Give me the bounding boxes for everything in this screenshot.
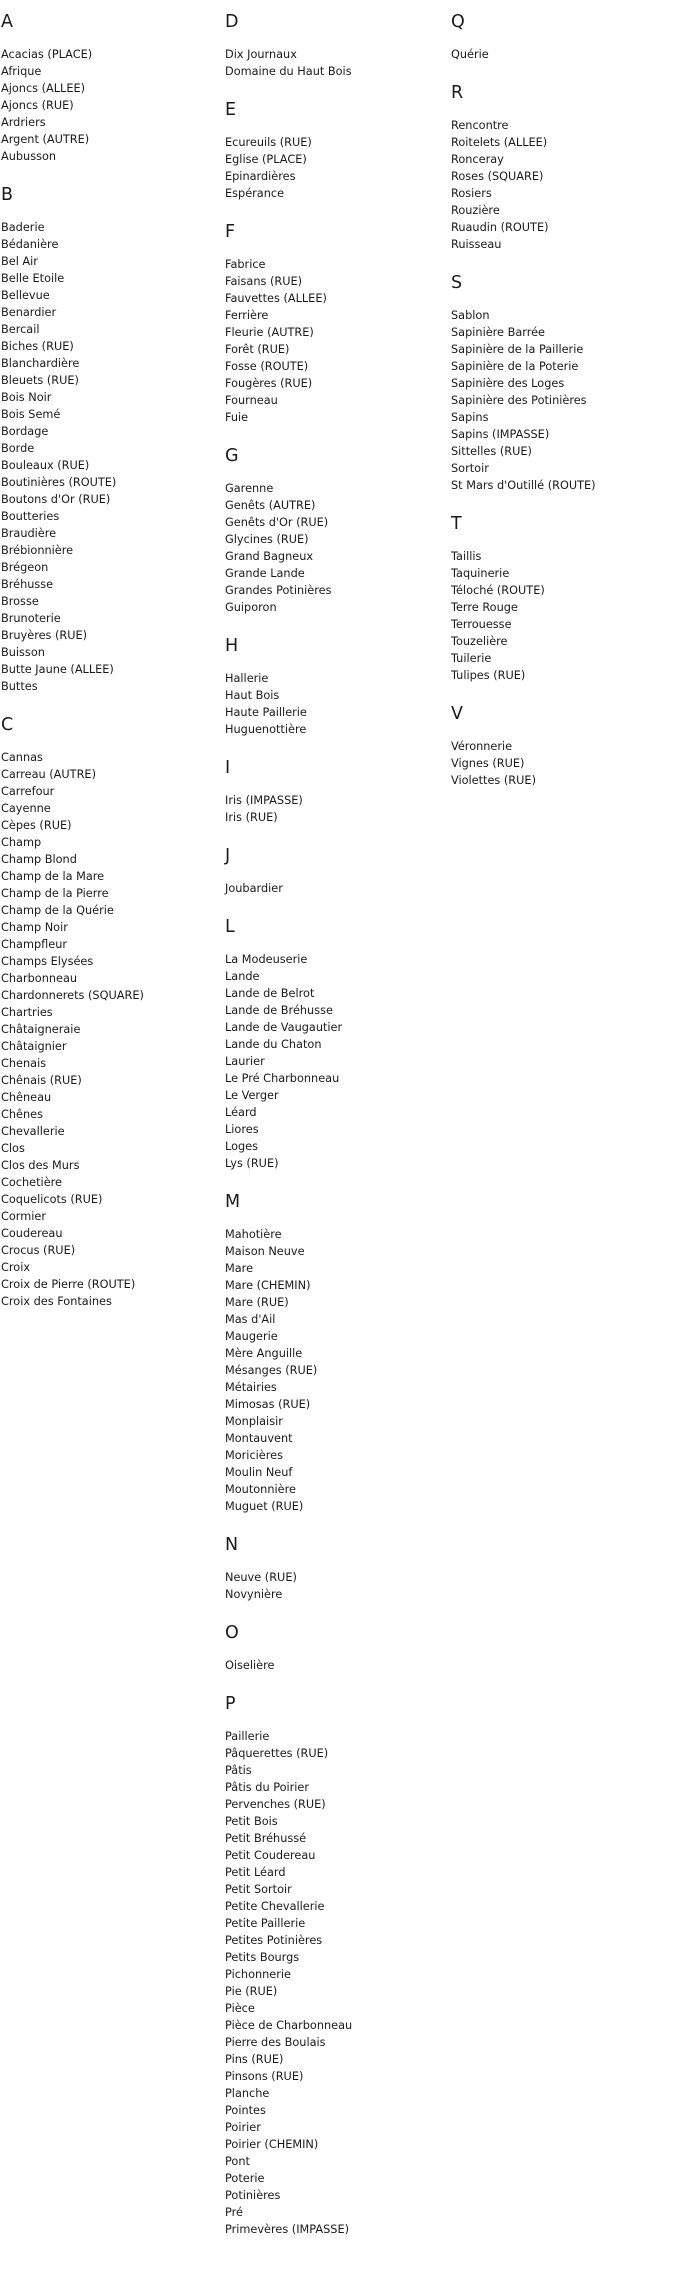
street-name-item: Clos des Murs <box>1 1159 80 1172</box>
street-name-item: Poirier (CHEMIN) <box>225 2138 319 2151</box>
street-name-item: Iris (RUE) <box>225 811 278 824</box>
letter-section <box>1 12 221 165</box>
letter-section <box>451 12 671 63</box>
street-name-item: Sapins <box>451 411 489 424</box>
street-name-item: Léard <box>225 1106 257 1119</box>
street-name-item: Baderie <box>1 221 45 234</box>
street-list <box>1 749 221 1310</box>
street-name-item: Pie (RUE) <box>225 1985 278 1998</box>
street-list <box>225 134 445 202</box>
street-name-item: Ardriers <box>1 116 46 129</box>
street-list <box>225 880 445 897</box>
street-name-item: Champ de la Mare <box>1 870 105 883</box>
street-name-item: Cormier <box>1 1210 46 1223</box>
section-letter-heading: H <box>225 636 239 656</box>
street-name-item: Boutinières (ROUTE) <box>1 476 117 489</box>
street-name-item: Croix de Pierre (ROUTE) <box>1 1278 136 1291</box>
street-name-item: Ecureuils (RUE) <box>225 136 312 149</box>
street-name-item: Roses (SQUARE) <box>451 170 544 183</box>
street-name-item: Planche <box>225 2087 270 2100</box>
section-letter-heading: O <box>225 1623 239 1643</box>
street-list <box>225 951 445 1172</box>
street-name-item: Bréhusse <box>1 578 54 591</box>
street-name-item: Champ Blond <box>1 853 77 866</box>
street-name-item: Pâtis <box>225 1764 252 1777</box>
street-name-item: Chenais <box>1 1057 47 1070</box>
street-list <box>225 1226 445 1515</box>
street-name-item: Ruaudin (ROUTE) <box>451 221 549 234</box>
street-name-item: Mare <box>225 1262 254 1275</box>
street-name-item: Huguenottière <box>225 723 307 736</box>
street-name-item: Terre Rouge <box>451 601 518 614</box>
street-name-item: Champ <box>1 836 42 849</box>
street-list <box>225 1569 445 1603</box>
street-list <box>451 46 671 63</box>
street-name-item: Forêt (RUE) <box>225 343 290 356</box>
street-name-item: Bel Air <box>1 255 38 268</box>
street-name-item: Paillerie <box>225 1730 270 1743</box>
letter-section <box>225 636 445 738</box>
street-name-item: Champ de la Pierre <box>1 887 109 900</box>
section-letter-heading: T <box>451 514 462 534</box>
street-name-item: Bordage <box>1 425 49 438</box>
street-name-item: Sablon <box>451 309 490 322</box>
street-name-item: Croix <box>1 1261 31 1274</box>
street-name-item: Pâtis du Poirier <box>225 1781 310 1794</box>
street-name-item: Fauvettes (ALLEE) <box>225 292 327 305</box>
street-name-item: Sapinière de la Paillerie <box>451 343 584 356</box>
street-name-item: Fabrice <box>225 258 266 271</box>
street-name-item: Fourneau <box>225 394 278 407</box>
street-name-item: Faisans (RUE) <box>225 275 303 288</box>
street-name-item: Champ de la Quérie <box>1 904 114 917</box>
street-name-item: Espérance <box>225 187 285 200</box>
street-name-item: Taillis <box>451 550 482 563</box>
street-name-item: Mère Anguille <box>225 1347 303 1360</box>
letter-section <box>225 12 445 80</box>
street-name-item: Sapinière des Potinières <box>451 394 587 407</box>
letter-section <box>451 273 671 494</box>
letter-section <box>451 514 671 684</box>
street-name-item: Petit Coudereau <box>225 1849 316 1862</box>
street-name-item: Petite Paillerie <box>225 1917 306 1930</box>
street-name-item: Chardonnerets (SQUARE) <box>1 989 144 1002</box>
street-name-item: Pont <box>225 2155 250 2168</box>
street-name-item: Pré <box>225 2206 243 2219</box>
street-name-item: Epinardières <box>225 170 296 183</box>
letter-section <box>451 83 671 253</box>
street-name-item: Afrique <box>1 65 42 78</box>
section-letter-heading: C <box>1 715 14 735</box>
street-name-item: Buttes <box>1 680 38 693</box>
street-name-item: Ajoncs (ALLEE) <box>1 82 86 95</box>
street-name-item: Bois Noir <box>1 391 52 404</box>
street-name-item: Genêts d'Or (RUE) <box>225 516 329 529</box>
street-name-item: Lande <box>225 970 260 983</box>
street-list <box>451 548 671 684</box>
street-name-item: Violettes (RUE) <box>451 774 536 787</box>
street-list <box>225 256 445 426</box>
street-name-item: Petit Bois <box>225 1815 278 1828</box>
street-name-item: Coquelicots (RUE) <box>1 1193 103 1206</box>
index-column-2 <box>225 12 445 2238</box>
street-name-item: Cèpes (RUE) <box>1 819 72 832</box>
street-name-item: Rencontre <box>451 119 509 132</box>
street-name-item: Petits Bourgs <box>225 1951 300 1964</box>
street-name-item: Neuve (RUE) <box>225 1571 297 1584</box>
street-name-item: Primevères (IMPASSE) <box>225 2223 350 2236</box>
street-name-item: Joubardier <box>225 882 283 895</box>
section-letter-heading: S <box>451 273 463 293</box>
street-name-item: Pièce de Charbonneau <box>225 2019 353 2032</box>
street-name-item: Montauvent <box>225 1432 293 1445</box>
street-name-item: Belle Etoile <box>1 272 65 285</box>
street-name-item: Fosse (ROUTE) <box>225 360 309 373</box>
street-name-item: Novynière <box>225 1588 283 1601</box>
street-name-item: Tulipes (RUE) <box>451 669 526 682</box>
street-name-item: Poterie <box>225 2172 265 2185</box>
street-list <box>1 46 221 165</box>
street-name-item: Moulin Neuf <box>225 1466 293 1479</box>
street-name-item: Petite Chevallerie <box>225 1900 325 1913</box>
street-list <box>451 307 671 494</box>
letter-section <box>1 715 221 1310</box>
street-name-item: Butte Jaune (ALLEE) <box>1 663 114 676</box>
section-letter-heading: B <box>1 185 14 205</box>
section-letter-heading: G <box>225 446 239 466</box>
street-name-item: Tuilerie <box>451 652 492 665</box>
street-name-item: Oiselière <box>225 1659 275 1672</box>
street-name-item: Roitelets (ALLEE) <box>451 136 548 149</box>
street-name-item: Haute Paillerie <box>225 706 307 719</box>
section-letter-heading: R <box>451 83 464 103</box>
street-name-item: Cochetière <box>1 1176 62 1189</box>
street-name-item: Boutteries <box>1 510 60 523</box>
street-name-item: Bruyères (RUE) <box>1 629 88 642</box>
street-name-item: Champfleur <box>1 938 68 951</box>
street-name-item: Pichonnerie <box>225 1968 291 1981</box>
street-name-item: Ajoncs (RUE) <box>1 99 74 112</box>
street-list <box>225 1728 445 2238</box>
street-name-item: Brunoterie <box>1 612 61 625</box>
street-name-item: Loges <box>225 1140 259 1153</box>
index-column-1 <box>1 12 221 1310</box>
street-name-item: Vignes (RUE) <box>451 757 525 770</box>
street-name-item: Mésanges (RUE) <box>225 1364 318 1377</box>
street-name-item: Laurier <box>225 1055 265 1068</box>
street-name-item: St Mars d'Outillé (ROUTE) <box>451 479 596 492</box>
street-name-item: Champ Noir <box>1 921 68 934</box>
street-name-item: Rosiers <box>451 187 492 200</box>
street-name-item: Crocus (RUE) <box>1 1244 76 1257</box>
street-name-item: Pierre des Boulais <box>225 2036 326 2049</box>
letter-section <box>225 100 445 202</box>
street-name-item: Mahotière <box>225 1228 282 1241</box>
street-name-item: Aubusson <box>1 150 57 163</box>
street-list <box>225 670 445 738</box>
street-name-item: Pins (RUE) <box>225 2053 284 2066</box>
street-name-item: Petit Sortoir <box>225 1883 292 1896</box>
street-name-item: Petit Bréhussé <box>225 1832 307 1845</box>
street-name-item: Dix Journaux <box>225 48 297 61</box>
street-name-item: Téloché (ROUTE) <box>451 584 545 597</box>
street-name-item: Clos <box>1 1142 25 1155</box>
street-name-item: Carreau (AUTRE) <box>1 768 96 781</box>
section-letter-heading: J <box>225 846 231 866</box>
street-name-item: Grandes Potinières <box>225 584 332 597</box>
street-name-item: Bercail <box>1 323 40 336</box>
street-name-item: Sortoir <box>451 462 489 475</box>
street-name-item: Petites Potinières <box>225 1934 323 1947</box>
section-letter-heading: F <box>225 222 236 242</box>
letter-section <box>225 846 445 897</box>
street-list <box>225 46 445 80</box>
street-name-item: Pointes <box>225 2104 266 2117</box>
street-name-item: Bois Semé <box>1 408 61 421</box>
street-name-item: Grand Bagneux <box>225 550 314 563</box>
street-name-item: Ronceray <box>451 153 504 166</box>
street-name-item: Coudereau <box>1 1227 63 1240</box>
letter-section <box>225 1192 445 1515</box>
street-name-item: Genêts (AUTRE) <box>225 499 316 512</box>
letter-section <box>225 1694 445 2238</box>
street-name-item: Sittelles (RUE) <box>451 445 532 458</box>
street-name-item: Hallerie <box>225 672 269 685</box>
letter-section <box>451 704 671 789</box>
letter-section <box>225 917 445 1172</box>
street-name-item: Moutonnière <box>225 1483 296 1496</box>
street-name-item: Brégeon <box>1 561 49 574</box>
street-name-item: Buisson <box>1 646 45 659</box>
street-name-item: Mimosas (RUE) <box>225 1398 311 1411</box>
street-name-item: Charbonneau <box>1 972 78 985</box>
street-name-item: Chênais (RUE) <box>1 1074 82 1087</box>
street-name-item: Monplaisir <box>225 1415 283 1428</box>
street-name-item: Argent (AUTRE) <box>1 133 90 146</box>
street-name-item: Bouleaux (RUE) <box>1 459 90 472</box>
street-name-item: Acacias (PLACE) <box>1 48 93 61</box>
street-name-item: Châtaignier <box>1 1040 67 1053</box>
street-name-item: Fuie <box>225 411 249 424</box>
street-name-item: Bédanière <box>1 238 59 251</box>
street-name-item: Châtaigneraie <box>1 1023 81 1036</box>
street-name-item: Braudière <box>1 527 57 540</box>
street-name-item: Lande de Belrot <box>225 987 315 1000</box>
street-list <box>451 738 671 789</box>
letter-section <box>1 185 221 695</box>
street-name-item: Le Pré Charbonneau <box>225 1072 340 1085</box>
street-name-item: Brosse <box>1 595 39 608</box>
section-letter-heading: N <box>225 1535 239 1555</box>
street-name-item: Quérie <box>451 48 489 61</box>
street-name-item: Petit Léard <box>225 1866 286 1879</box>
street-name-item: Lande de Bréhusse <box>225 1004 333 1017</box>
street-name-item: Maugerie <box>225 1330 278 1343</box>
street-name-item: Sapinière de la Poterie <box>451 360 579 373</box>
street-name-item: Fougères (RUE) <box>225 377 313 390</box>
street-name-item: Blanchardière <box>1 357 80 370</box>
letter-section <box>225 758 445 826</box>
street-name-item: Sapins (IMPASSE) <box>451 428 550 441</box>
street-list <box>225 792 445 826</box>
street-name-item: Sapinière des Loges <box>451 377 565 390</box>
street-name-item: Iris (IMPASSE) <box>225 794 303 807</box>
street-name-item: Pâquerettes (RUE) <box>225 1747 329 1760</box>
street-name-item: Cannas <box>1 751 43 764</box>
street-name-item: Croix des Fontaines <box>1 1295 112 1308</box>
street-name-item: Le Verger <box>225 1089 279 1102</box>
street-name-item: Garenne <box>225 482 274 495</box>
street-name-item: Ferrière <box>225 309 269 322</box>
section-letter-heading: E <box>225 100 237 120</box>
street-name-item: Véronnerie <box>451 740 513 753</box>
street-name-item: Brébionnière <box>1 544 74 557</box>
street-list <box>225 480 445 616</box>
street-list <box>225 1657 445 1674</box>
street-name-item: La Modeuserie <box>225 953 308 966</box>
street-name-item: Domaine du Haut Bois <box>225 65 352 78</box>
street-name-item: Chêneau <box>1 1091 52 1104</box>
street-name-item: Taquinerie <box>451 567 510 580</box>
street-name-item: Sapinière Barrée <box>451 326 546 339</box>
street-name-item: Benardier <box>1 306 57 319</box>
street-list <box>451 117 671 253</box>
street-name-item: Chartries <box>1 1006 53 1019</box>
street-name-item: Biches (RUE) <box>1 340 74 353</box>
letter-section <box>225 446 445 616</box>
street-name-item: Mare (CHEMIN) <box>225 1279 311 1292</box>
street-name-item: Boutons d'Or (RUE) <box>1 493 111 506</box>
section-letter-heading: D <box>225 12 239 32</box>
street-name-item: Borde <box>1 442 35 455</box>
street-name-item: Maison Neuve <box>225 1245 305 1258</box>
street-name-item: Guiporon <box>225 601 277 614</box>
section-letter-heading: L <box>225 917 235 937</box>
section-letter-heading: I <box>225 758 231 778</box>
street-name-item: Haut Bois <box>225 689 280 702</box>
street-name-item: Pervenches (RUE) <box>225 1798 326 1811</box>
street-name-item: Eglise (PLACE) <box>225 153 307 166</box>
street-name-item: Moricières <box>225 1449 283 1462</box>
street-name-item: Pinsons (RUE) <box>225 2070 304 2083</box>
street-name-item: Poirier <box>225 2121 261 2134</box>
letter-section <box>225 222 445 426</box>
street-name-item: Pièce <box>225 2002 255 2015</box>
street-name-item: Lande du Chaton <box>225 1038 322 1051</box>
street-name-item: Ruisseau <box>451 238 502 251</box>
street-name-item: Muguet (RUE) <box>225 1500 304 1513</box>
street-list <box>1 219 221 695</box>
section-letter-heading: P <box>225 1694 236 1714</box>
section-letter-heading: M <box>225 1192 241 1212</box>
street-name-item: Touzelière <box>451 635 508 648</box>
street-name-item: Cayenne <box>1 802 51 815</box>
street-name-item: Carrefour <box>1 785 55 798</box>
street-name-item: Grande Lande <box>225 567 305 580</box>
section-letter-heading: Q <box>451 12 465 32</box>
street-name-item: Chevallerie <box>1 1125 65 1138</box>
section-letter-heading: A <box>1 12 13 32</box>
letter-section <box>225 1535 445 1603</box>
street-name-item: Glycines (RUE) <box>225 533 309 546</box>
street-name-item: Lys (RUE) <box>225 1157 279 1170</box>
street-name-item: Mare (RUE) <box>225 1296 289 1309</box>
street-name-item: Lande de Vaugautier <box>225 1021 343 1034</box>
street-name-item: Métairies <box>225 1381 277 1394</box>
street-name-item: Bellevue <box>1 289 50 302</box>
street-name-item: Chênes <box>1 1108 43 1121</box>
index-column-3 <box>451 12 671 789</box>
street-name-item: Champs Elysées <box>1 955 94 968</box>
section-letter-heading: V <box>451 704 463 724</box>
street-name-item: Bleuets (RUE) <box>1 374 79 387</box>
street-name-item: Mas d'Ail <box>225 1313 276 1326</box>
street-name-item: Potinières <box>225 2189 281 2202</box>
street-name-item: Rouzière <box>451 204 500 217</box>
street-name-item: Fleurie (AUTRE) <box>225 326 314 339</box>
street-name-item: Liores <box>225 1123 259 1136</box>
letter-section <box>225 1623 445 1674</box>
street-name-item: Terrouesse <box>451 618 512 631</box>
